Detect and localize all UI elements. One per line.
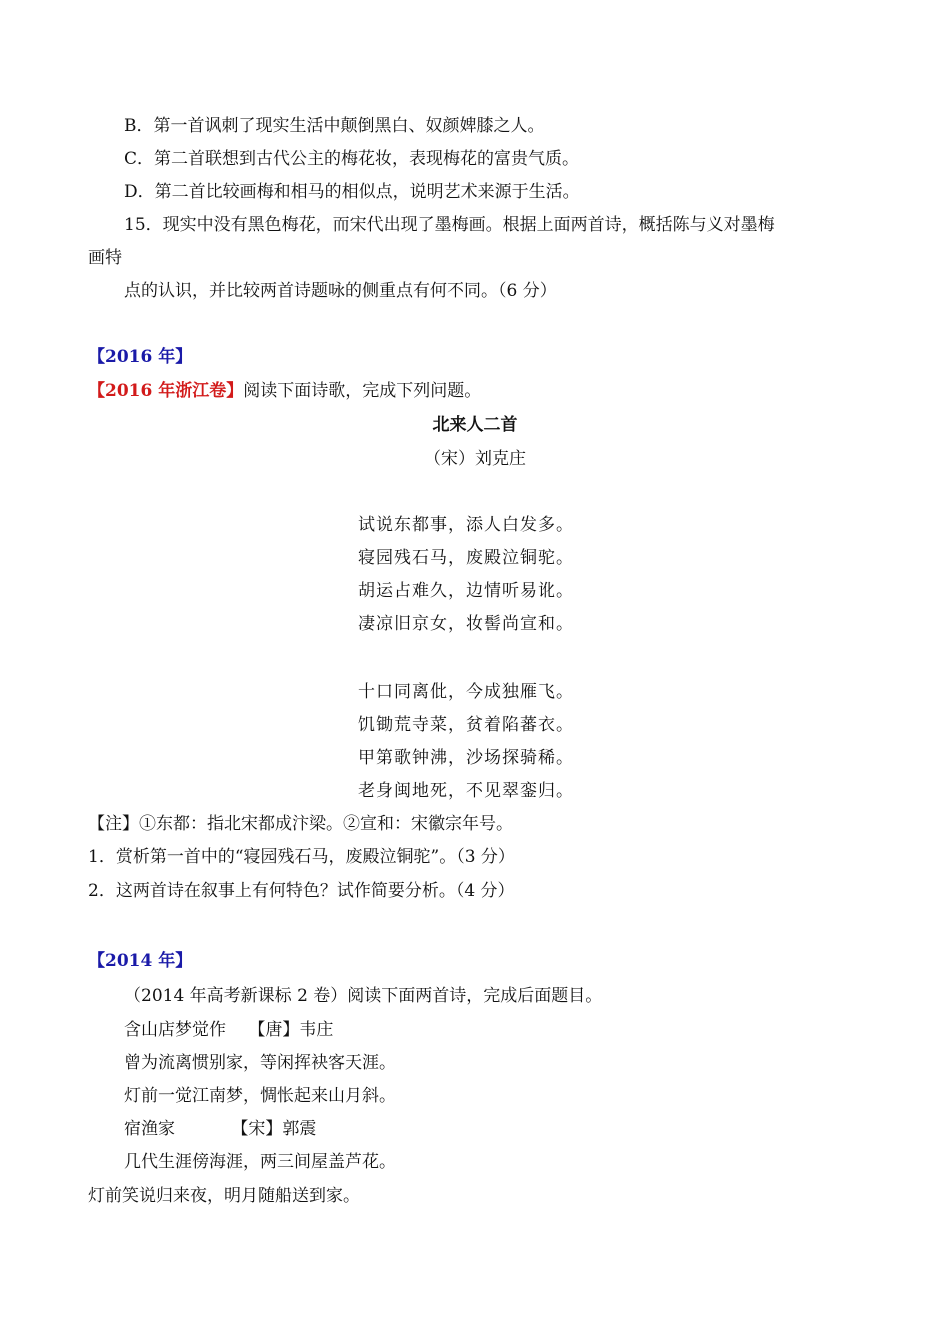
option-d: D．第二首比较画梅和相马的相似点，说明艺术来源于生活。 — [124, 182, 580, 202]
section-2014-intro: （2014 年高考新课标 2 卷）阅读下面两首诗，完成后面题目。 — [124, 986, 603, 1006]
option-b: B．第一首讽刺了现实生活中颠倒黑白、奴颜婢膝之人。 — [124, 116, 545, 136]
stanza2-line3: 甲第歌钟沸，沙场探骑稀。 — [358, 748, 574, 768]
stanza1-line3: 胡运占难久，边情听易讹。 — [358, 581, 574, 601]
section-2014-header: 【2014 年】 — [88, 951, 193, 971]
stanza1-line4: 凄凉旧京女，妆髻尚宣和。 — [358, 614, 574, 634]
option-c: C．第二首联想到古代公主的梅花妆，表现梅花的富贵气质。 — [124, 149, 580, 169]
question-15-line2: 画特 — [88, 248, 122, 268]
question-15-line3: 点的认识，并比较两首诗题咏的侧重点有何不同。（6 分） — [124, 281, 557, 301]
poem1-title: 含山店梦觉作 【唐】韦庄 — [124, 1020, 334, 1040]
intro-text: 阅读下面诗歌，完成下列问题。 — [243, 381, 482, 401]
poem2-title: 宿渔家 【宋】郭震 — [124, 1119, 317, 1139]
source-tag: 【2016 年浙江卷】 — [88, 381, 244, 401]
poem-author: （宋）刘克庄 — [424, 449, 526, 469]
question-1: 1．赏析第一首中的“寝园残石马，废殿泣铜驼”。（3 分） — [88, 847, 515, 867]
poem1-line2: 灯前一觉江南梦，惆怅起来山月斜。 — [124, 1086, 396, 1106]
stanza2-line2: 饥锄荒寺菜，贫着陷蕃衣。 — [358, 715, 574, 735]
stanza2-line1: 十口同离仳，今成独雁飞。 — [358, 682, 574, 702]
poem-title: 北来人二首 — [432, 415, 518, 435]
question-15-line1: 15．现实中没有黑色梅花，而宋代出现了墨梅画。根据上面两首诗，概括陈与义对墨梅 — [124, 215, 775, 235]
stanza2-line4: 老身闽地死，不见翠銮归。 — [358, 781, 574, 801]
poem-note: 【注】①东都：指北宋都成汴梁。②宣和：宋徽宗年号。 — [88, 814, 513, 834]
poem1-line1: 曾为流离惯别家，等闲挥袂客天涯。 — [124, 1053, 396, 1073]
stanza1-line2: 寝园残石马，废殿泣铜驼。 — [358, 548, 574, 568]
stanza1-line1: 试说东都事，添人白发多。 — [358, 515, 574, 535]
poem2-line2: 灯前笑说归来夜，明月随船送到家。 — [88, 1186, 360, 1206]
question-2: 2．这两首诗在叙事上有何特色？试作简要分析。（4 分） — [88, 881, 515, 901]
poem2-line1: 几代生涯傍海涯，两三间屋盖芦花。 — [124, 1152, 396, 1172]
section-2016-intro-line — [88, 380, 481, 402]
section-2016-header: 【2016 年】 — [88, 347, 193, 367]
